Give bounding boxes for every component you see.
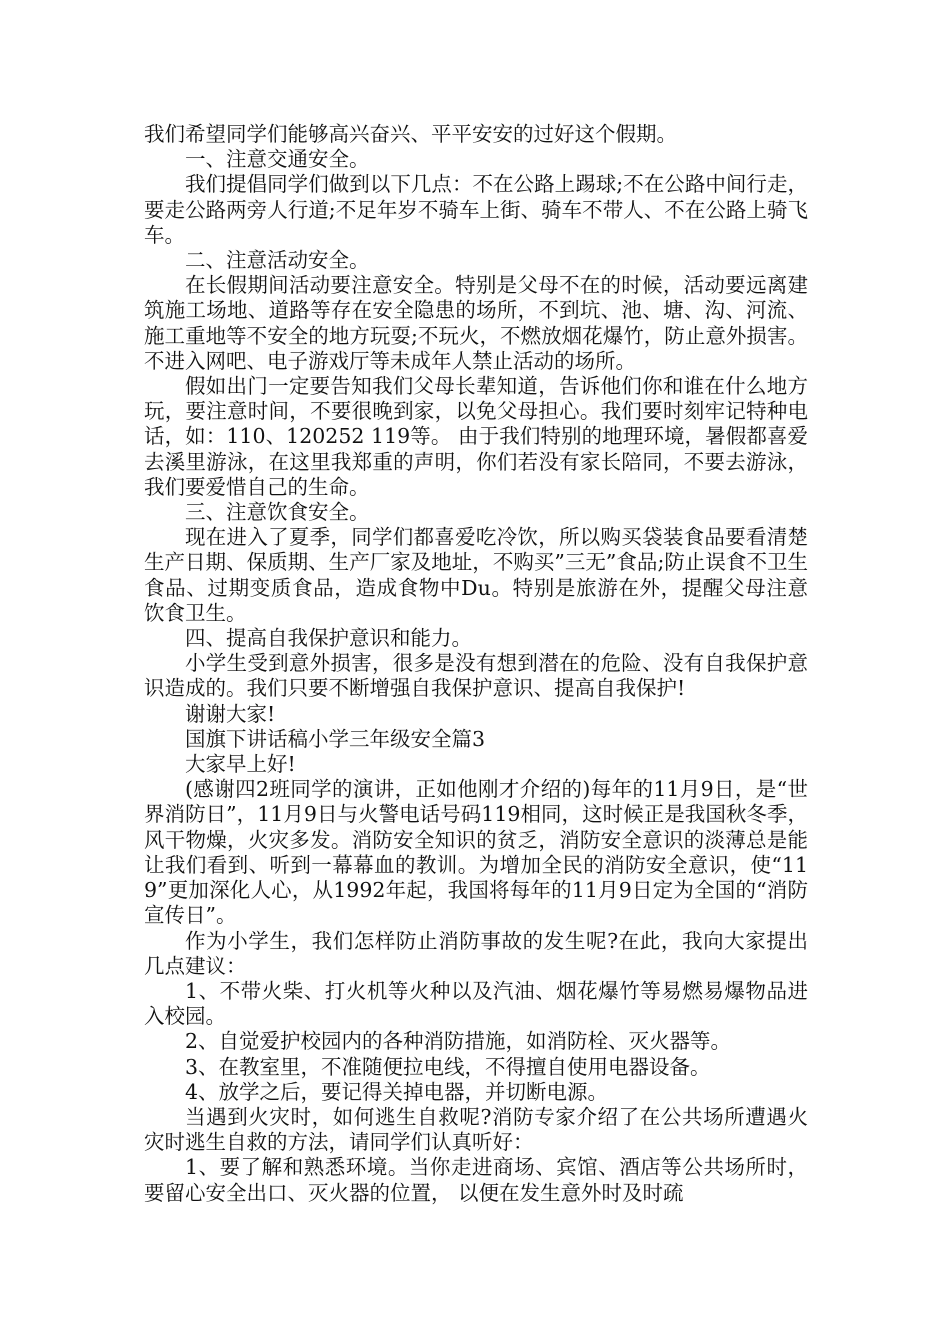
paragraph: 国旗下讲话稿小学三年级安全篇3	[185, 726, 486, 751]
paragraph: 作为小学生，我们怎样防止消防事故的发生呢?在此，我向大家提出几点建议：	[144, 928, 808, 978]
paragraph: 在长假期间活动要注意安全。特别是父母不在的时候，活动要远离建筑施工场地、道路等存在安全隐患的场所，不到坑、池、塘、沟、河流、施工重地等不安全的地方玩耍;不玩火，不燃放烟花爆竹，防止意外损害。不进入网吧、电子游戏厅等未成年人禁止活动的场所。	[144, 273, 808, 373]
paragraph: 现在进入了夏季，同学们都喜爱吃冷饮，所以购买袋装食品要看清楚生产日期、保质期、生产厂家及地址，不购买”三无”食品;防止误食不卫生食品、过期变质食品，造成食物中Du。特别是旅游在外，提醒父母注意饮食卫生。	[144, 525, 808, 625]
paragraph: 三、注意饮食安全。	[185, 500, 370, 525]
paragraph: 四、提高自我保护意识和能力。	[185, 626, 472, 651]
paragraph: 谢谢大家!	[185, 701, 276, 726]
paragraph: 4、放学之后，要记得关掉电器，并切断电源。	[185, 1079, 609, 1104]
paragraph: 我们提倡同学们做到以下几点：不在公路上踢球;不在公路中间行走，要走公路两旁人行道;不足年岁不骑车上街、骑车不带人、不在公路上骑飞车。	[144, 172, 808, 247]
paragraph: (感谢四2班同学的演讲，正如他刚才介绍的)每年的11月9日，是“世界消防日”，11月9日与火警电话号码119相同，这时候正是我国秋冬季，风干物燥，火灾多发。消防安全知识的贫乏，消防安全意识的淡薄总是能让我们看到、听到一幕幕血的教训。为增加全民的消防安全意识，使“119”更加深化人心，从1992年起，我国将每年的11月9日定为全国的“消防宣传日”。	[144, 777, 808, 928]
paragraph: 3、在教室里，不准随便拉电线，不得擅自使用电器设备。	[185, 1054, 711, 1079]
paragraph: 1、要了解和熟悉环境。当你走进商场、宾馆、酒店等公共场所时，要留心安全出口、灭火器的位置， 以便在发生意外时及时疏	[144, 1155, 808, 1205]
paragraph: 大家早上好!	[185, 752, 296, 777]
paragraph: 当遇到火灾时，如何逃生自救呢?消防专家介绍了在公共场所遭遇火灾时逃生自救的方法，请同学们认真听好：	[144, 1104, 808, 1155]
document-body	[144, 122, 808, 1206]
paragraph: 小学生受到意外损害，很多是没有想到潜在的危险、没有自我保护意识造成的。我们只要不断增强自我保护意识、提高自我保护!	[144, 651, 808, 701]
paragraph: 2、自觉爱护校园内的各种消防措施，如消防栓、灭火器等。	[185, 1029, 732, 1054]
paragraph: 一、注意交通安全。	[185, 147, 370, 172]
paragraph: 1、不带火柴、打火机等火种以及汽油、烟花爆竹等易燃易爆物品进入校园。	[144, 978, 808, 1029]
paragraph: 假如出门一定要告知我们父母长辈知道，告诉他们你和谁在什么地方玩，要注意时间，不要很晚到家，以免父母担心。我们要时刻牢记特种电话，如：110、120252 119等。 由于我们特别的地理环境，暑假都喜爱去溪里游泳，在这里我郑重的声明，你们若没有家长陪同，不要去游泳，我们要爱惜自己的生命。	[144, 374, 808, 499]
paragraph: 二、注意活动安全。	[185, 248, 370, 273]
paragraph: 我们希望同学们能够高兴奋兴、平平安安的过好这个假期。	[144, 122, 677, 146]
